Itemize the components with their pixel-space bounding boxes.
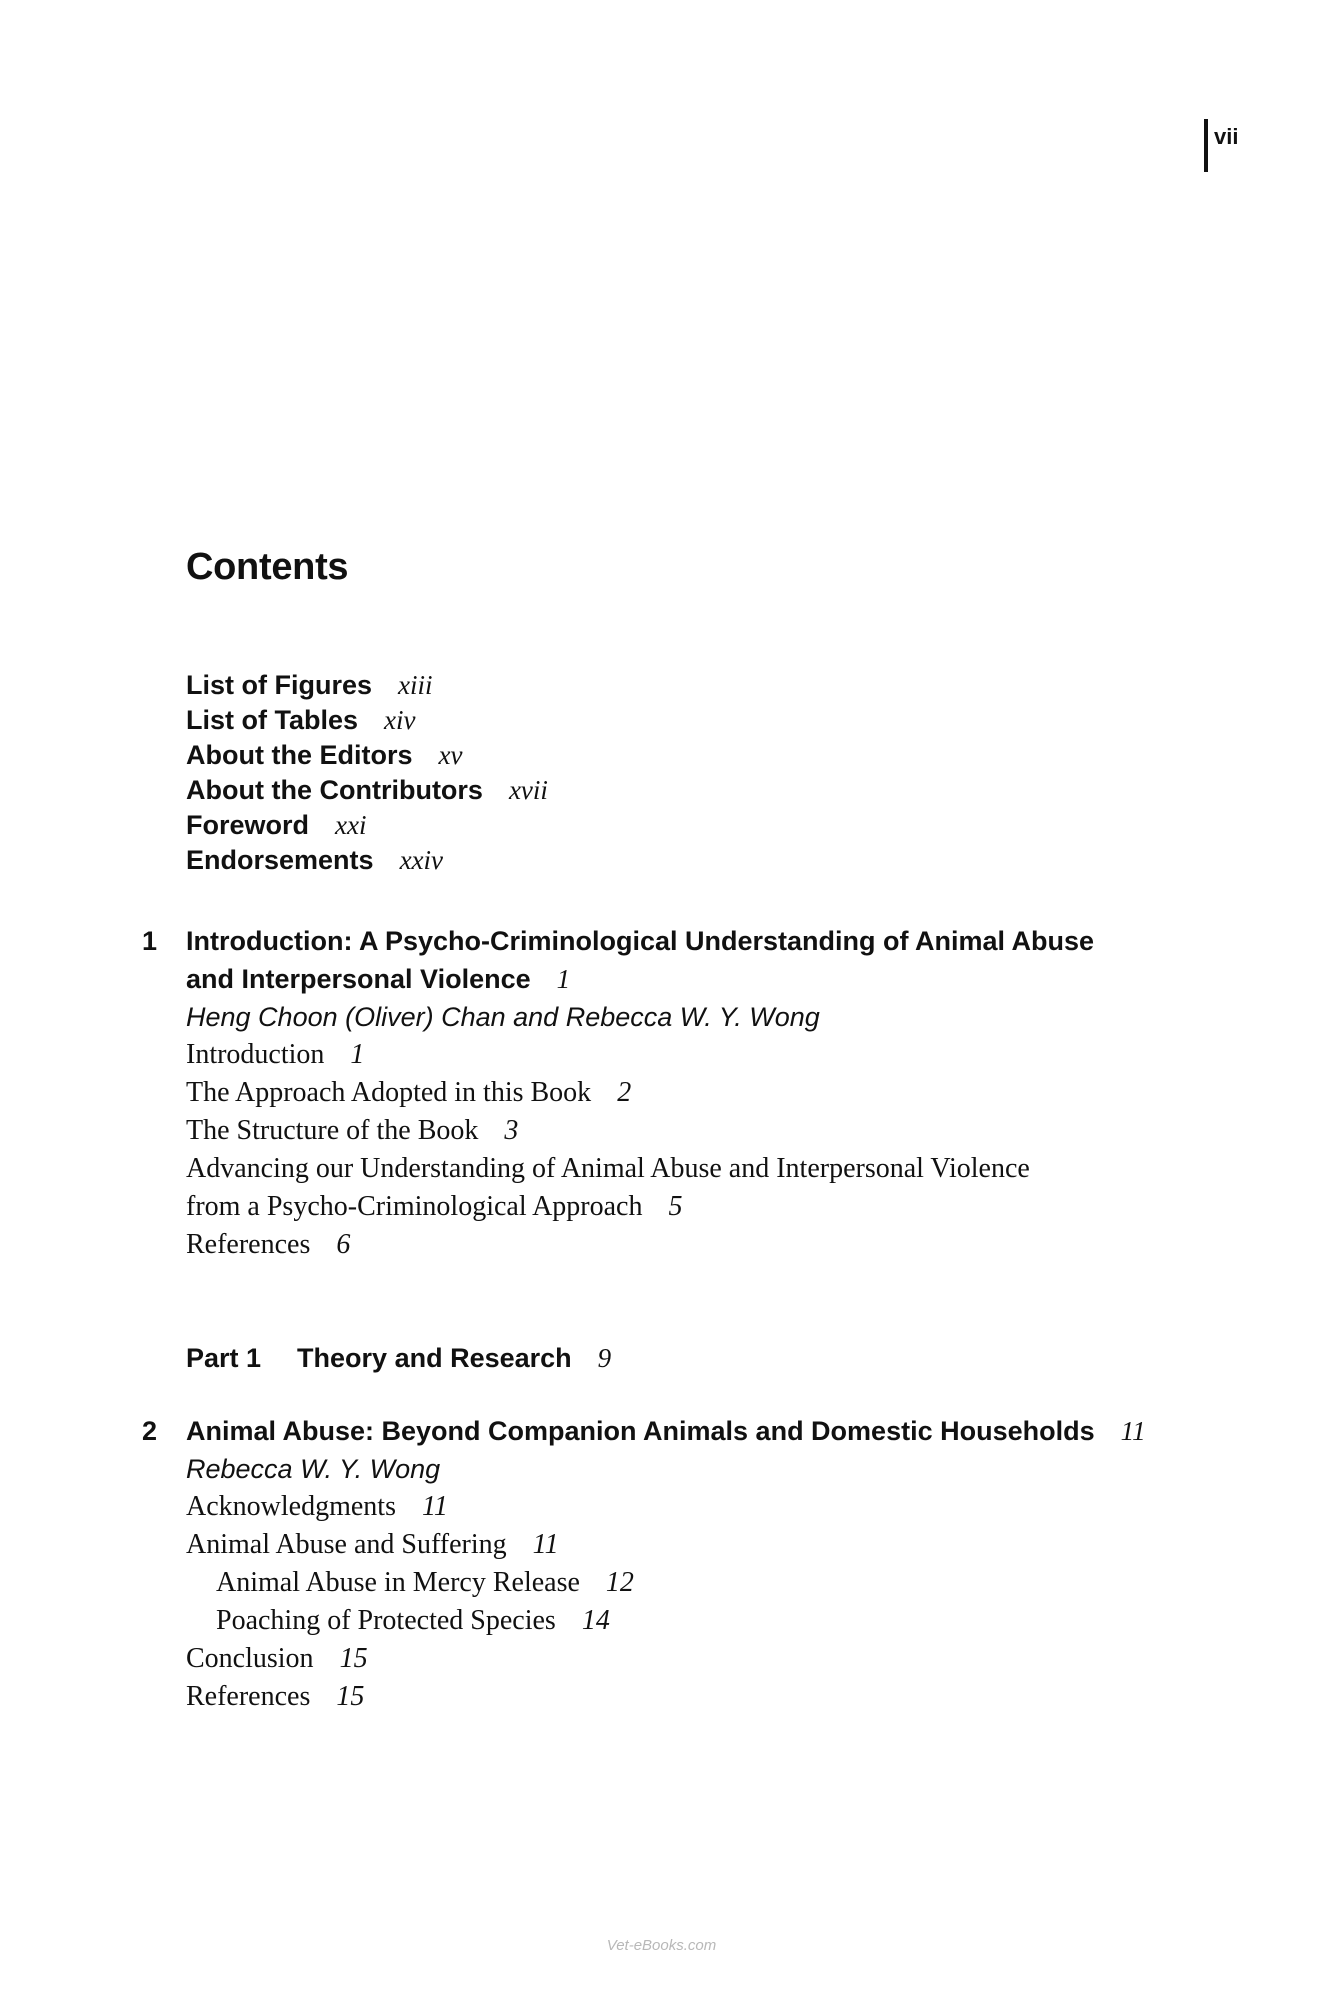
toc-subsection[interactable] [186, 1602, 1146, 1640]
section-page: 14 [581, 1605, 610, 1636]
section-page: 3 [504, 1115, 519, 1146]
toc-section[interactable] [186, 1526, 1146, 1564]
toc-entry-page: xiv [384, 705, 416, 735]
chapter-title-continued[interactable] [186, 960, 1146, 998]
part-title: Theory and Research [297, 1343, 572, 1373]
chapter-1-entry [142, 922, 1146, 1264]
toc-entry-label: Endorsements [186, 845, 374, 875]
toc-section[interactable] [186, 1150, 1146, 1188]
section-label: Introduction [186, 1039, 325, 1070]
section-label: Acknowledgments [186, 1491, 396, 1522]
chapter-page: 1 [556, 964, 571, 994]
toc-section[interactable] [186, 1036, 1146, 1074]
page-title: Contents [186, 546, 349, 588]
toc-entry-label: Foreword [186, 810, 310, 840]
section-label: The Approach Adopted in this Book [186, 1077, 592, 1108]
part-label: Part 1 [186, 1343, 262, 1373]
section-page: 6 [336, 1229, 351, 1260]
chapter-2-entry [142, 1412, 1146, 1716]
part-page: 9 [597, 1343, 612, 1373]
section-label: Advancing our Understanding of Animal Abuse and Interpersonal Violence [186, 1153, 1030, 1184]
toc-entry-label: About the Contributors [186, 775, 483, 805]
section-page: 2 [617, 1077, 632, 1108]
section-label: Animal Abuse and Suffering [186, 1529, 507, 1560]
section-label: References [186, 1229, 311, 1260]
toc-section[interactable] [186, 1488, 1146, 1526]
toc-section[interactable] [186, 1226, 1146, 1264]
toc-entry-about-the-editors[interactable] [186, 738, 548, 773]
toc-entry-list-of-figures[interactable] [186, 668, 548, 703]
section-label: The Structure of the Book [186, 1115, 479, 1146]
toc-entry-page: xiii [398, 670, 433, 700]
toc-entry-foreword[interactable] [186, 808, 548, 843]
toc-section[interactable] [186, 1640, 1146, 1678]
section-label: from a Psycho-Criminological Approach [186, 1191, 643, 1222]
toc-entry-page: xxi [335, 810, 367, 840]
toc-entry-about-the-contributors[interactable] [186, 773, 548, 808]
chapter-title-text: and Interpersonal Violence [186, 964, 531, 994]
toc-entry-page: xv [438, 740, 463, 770]
toc-section[interactable] [186, 1074, 1146, 1112]
section-page: 1 [350, 1039, 365, 1070]
chapter-title-text: Animal Abuse: Beyond Companion Animals and Domestic Households [186, 1416, 1095, 1446]
toc-entry-label: List of Tables [186, 705, 359, 735]
chapter-number: 2 [142, 1416, 158, 1446]
section-page: 15 [339, 1643, 368, 1674]
toc-entry-label: About the Editors [186, 740, 413, 770]
section-page: 11 [532, 1529, 559, 1560]
chapter-page: 11 [1120, 1416, 1146, 1446]
toc-section-continued[interactable] [186, 1188, 1146, 1226]
chapter-title[interactable] [186, 1412, 1146, 1450]
toc-section[interactable] [186, 1112, 1146, 1150]
toc-entry-page: xvii [508, 775, 548, 805]
section-page: 12 [605, 1567, 634, 1598]
section-page: 5 [668, 1191, 683, 1222]
front-matter-list [186, 668, 548, 878]
page-number-rule [1204, 119, 1208, 172]
section-label: Poaching of Protected Species [216, 1605, 556, 1636]
toc-section[interactable] [186, 1678, 1146, 1716]
section-label: Conclusion [186, 1643, 314, 1674]
part-1-heading[interactable] [186, 1339, 611, 1377]
chapter-authors: Rebecca W. Y. Wong [186, 1454, 441, 1484]
toc-subsection[interactable] [186, 1564, 1146, 1602]
toc-entry-label: List of Figures [186, 670, 373, 700]
toc-entry-page: xxiv [399, 845, 444, 875]
chapter-number: 1 [142, 926, 158, 956]
page-number: vii [1214, 124, 1239, 149]
toc-entry-endorsements[interactable] [186, 843, 548, 878]
section-label: References [186, 1681, 311, 1712]
chapter-authors: Heng Choon (Oliver) Chan and Rebecca W. Y. Wong [186, 1002, 820, 1032]
section-label: Animal Abuse in Mercy Release [216, 1567, 580, 1598]
chapter-title[interactable]: Introduction: A Psycho-Criminological Understanding of Animal Abuse [186, 926, 1095, 956]
watermark: Vet-eBooks.com [606, 1937, 717, 1954]
section-page: 11 [421, 1491, 448, 1522]
toc-entry-list-of-tables[interactable] [186, 703, 548, 738]
section-page: 15 [336, 1681, 365, 1712]
